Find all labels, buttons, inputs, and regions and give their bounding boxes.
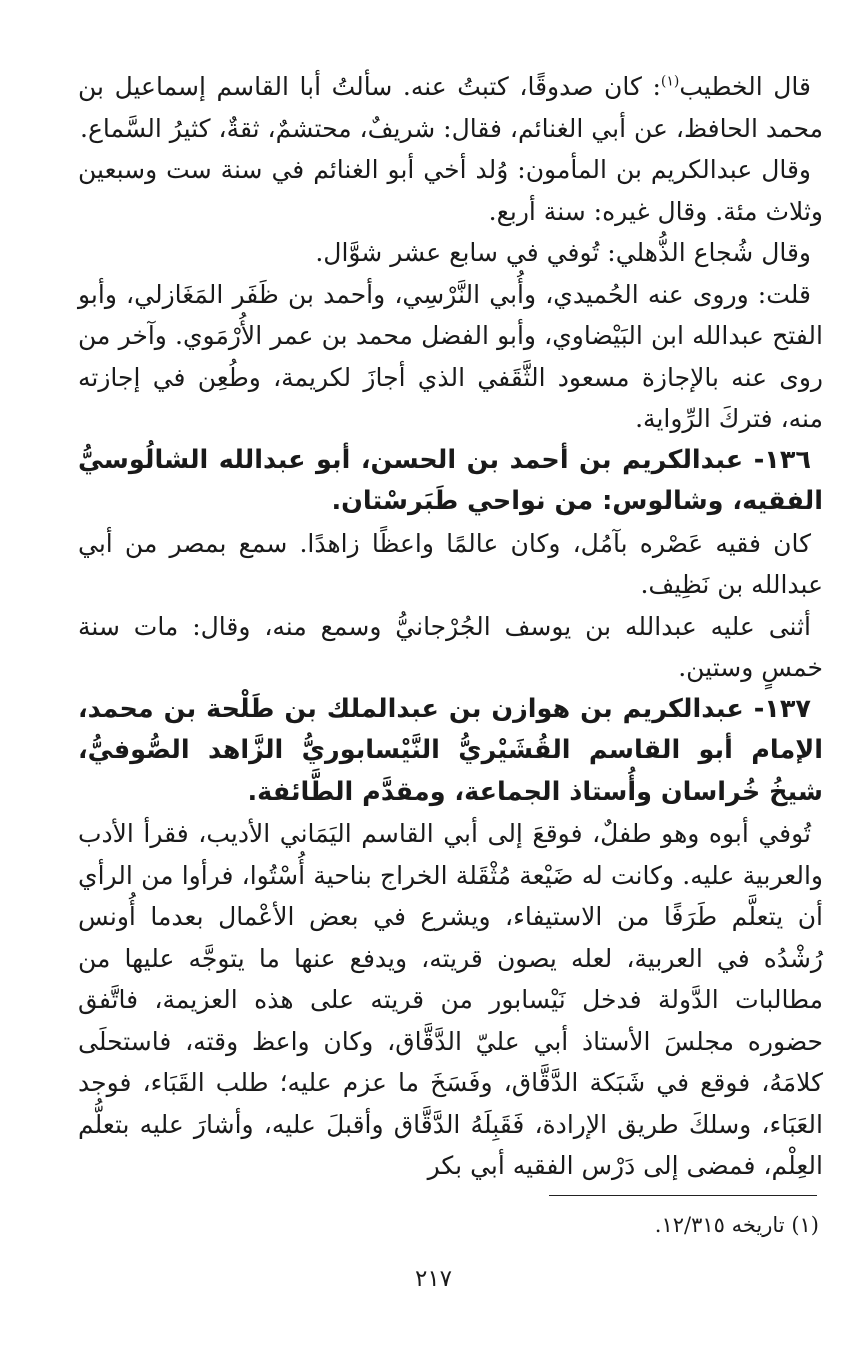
page-number: ٢١٧ <box>414 1266 453 1292</box>
paragraph-death: وقال شُجاع الذُّهلي: تُوفي في سابع عشر شوَّال. <box>315 238 811 267</box>
entry-heading-136: ١٣٦- عبدالكريم بن أحمد بن الحسن، أبو عبدالله الشالُوسيُّ الفقيه، وشالوس: من نواحي طَبَرسْتان. <box>78 444 823 516</box>
paragraph-shalusi: كان فقيه عَصْره بآمُل، وكان عالمًا واعظًا زاهدًا. سمع بمصر من أبي عبدالله بن نَظِيف. <box>78 528 823 599</box>
paragraph-birth: وقال عبدالكريم بن المأمون: وُلد أخي أبو الغنائم في سنة ست وسبعين وثلاث مئة. وقال غيره: سنة أربع. <box>78 155 823 226</box>
footnote-divider <box>549 1195 817 1196</box>
paragraph-khatib-rest: : كان صدوقًا، كتبتُ عنه. سألتُ أبا القاسم إسماعيل بن محمد الحافظ، عن أبي الغنائم، فقال: شريفٌ، محتشمٌ، ثقةٌ، كثيرُ السَّماع. <box>78 72 823 143</box>
paragraph-khatib-text: قال الخطيب <box>679 72 811 101</box>
entry-heading-137: ١٣٧- عبدالكريم بن هوازن بن عبدالملك بن طَلْحة بن محمد، الإمام أبو القاسم القُشَيْريُّ النَّيْسابوريُّ الزَّاهد الصُّوفيُّ، شيخُ خُراسان وأُستاذ الجماعة، ومقدَّم الطَّائفة. <box>78 693 823 807</box>
footnote-marker: (١) <box>660 73 680 90</box>
paragraph-narrators: قلت: وروى عنه الحُميدي، وأُبي النَّرْسِي، وأحمد بن ظَفَر المَغَازلي، وأبو الفتح عبدالله ابن البَيْضاوي، وأبو الفضل محمد بن عمر الأُرْمَوي. وآخر من روى عنه بالإجازة مسعود الثَّقَفي الذي أجازَ لكريمة، وطُعِن في إجازته منه، فتركَ الرِّواية. <box>78 279 823 433</box>
paragraph-khatib <box>78 66 823 149</box>
footnote: (١) تاريخه ١٢/٣١٥. <box>654 1213 819 1237</box>
main-text <box>78 66 823 1187</box>
paragraph-qushayri: تُوفي أبوه وهو طفلٌ، فوقعَ إلى أبي القاسم اليَمَاني الأديب، فقرأ الأدب والعربية عليه. وكانت له ضَيْعة مُثْقَلة الخراج بناحية أُسْتُوا، فرأوا من الرأي أن يتعلَّم طَرَفًا من الاستيفاء، ويشرع في بعض الأعْمال بعدما أُونس رُشْدُه في العربية، لعله يصون قريته، ويدفع عنها ما يتوجَّه عليها من مطالبات الدَّولة فدخل نَيْسابور من قريته على هذه العزيمة، فاتَّفق حضوره مجلسَ الأستاذ أبي عليّ الدَّقَّاق، وكان واعظ وقته، فاستحلَى كلامَهُ، فوقع في شَبَكة الدَّقَّاق، وفَسَخَ ما عزم عليه؛ طلب القَبَاء، فوجد العَبَاء، وسلكَ طريق الإرادة، فَقَبِلَهُ الدَّقَّاق وأقبلَ عليه، وأشارَ عليه بتعلُّم العِلْم، فمضى إلى دَرْس الفقيه أبي بكر <box>78 819 823 1180</box>
paragraph-jurjani: أثنى عليه عبدالله بن يوسف الجُرْجانيُّ وسمع منه، وقال: مات سنة خمسٍ وستين. <box>78 611 823 682</box>
